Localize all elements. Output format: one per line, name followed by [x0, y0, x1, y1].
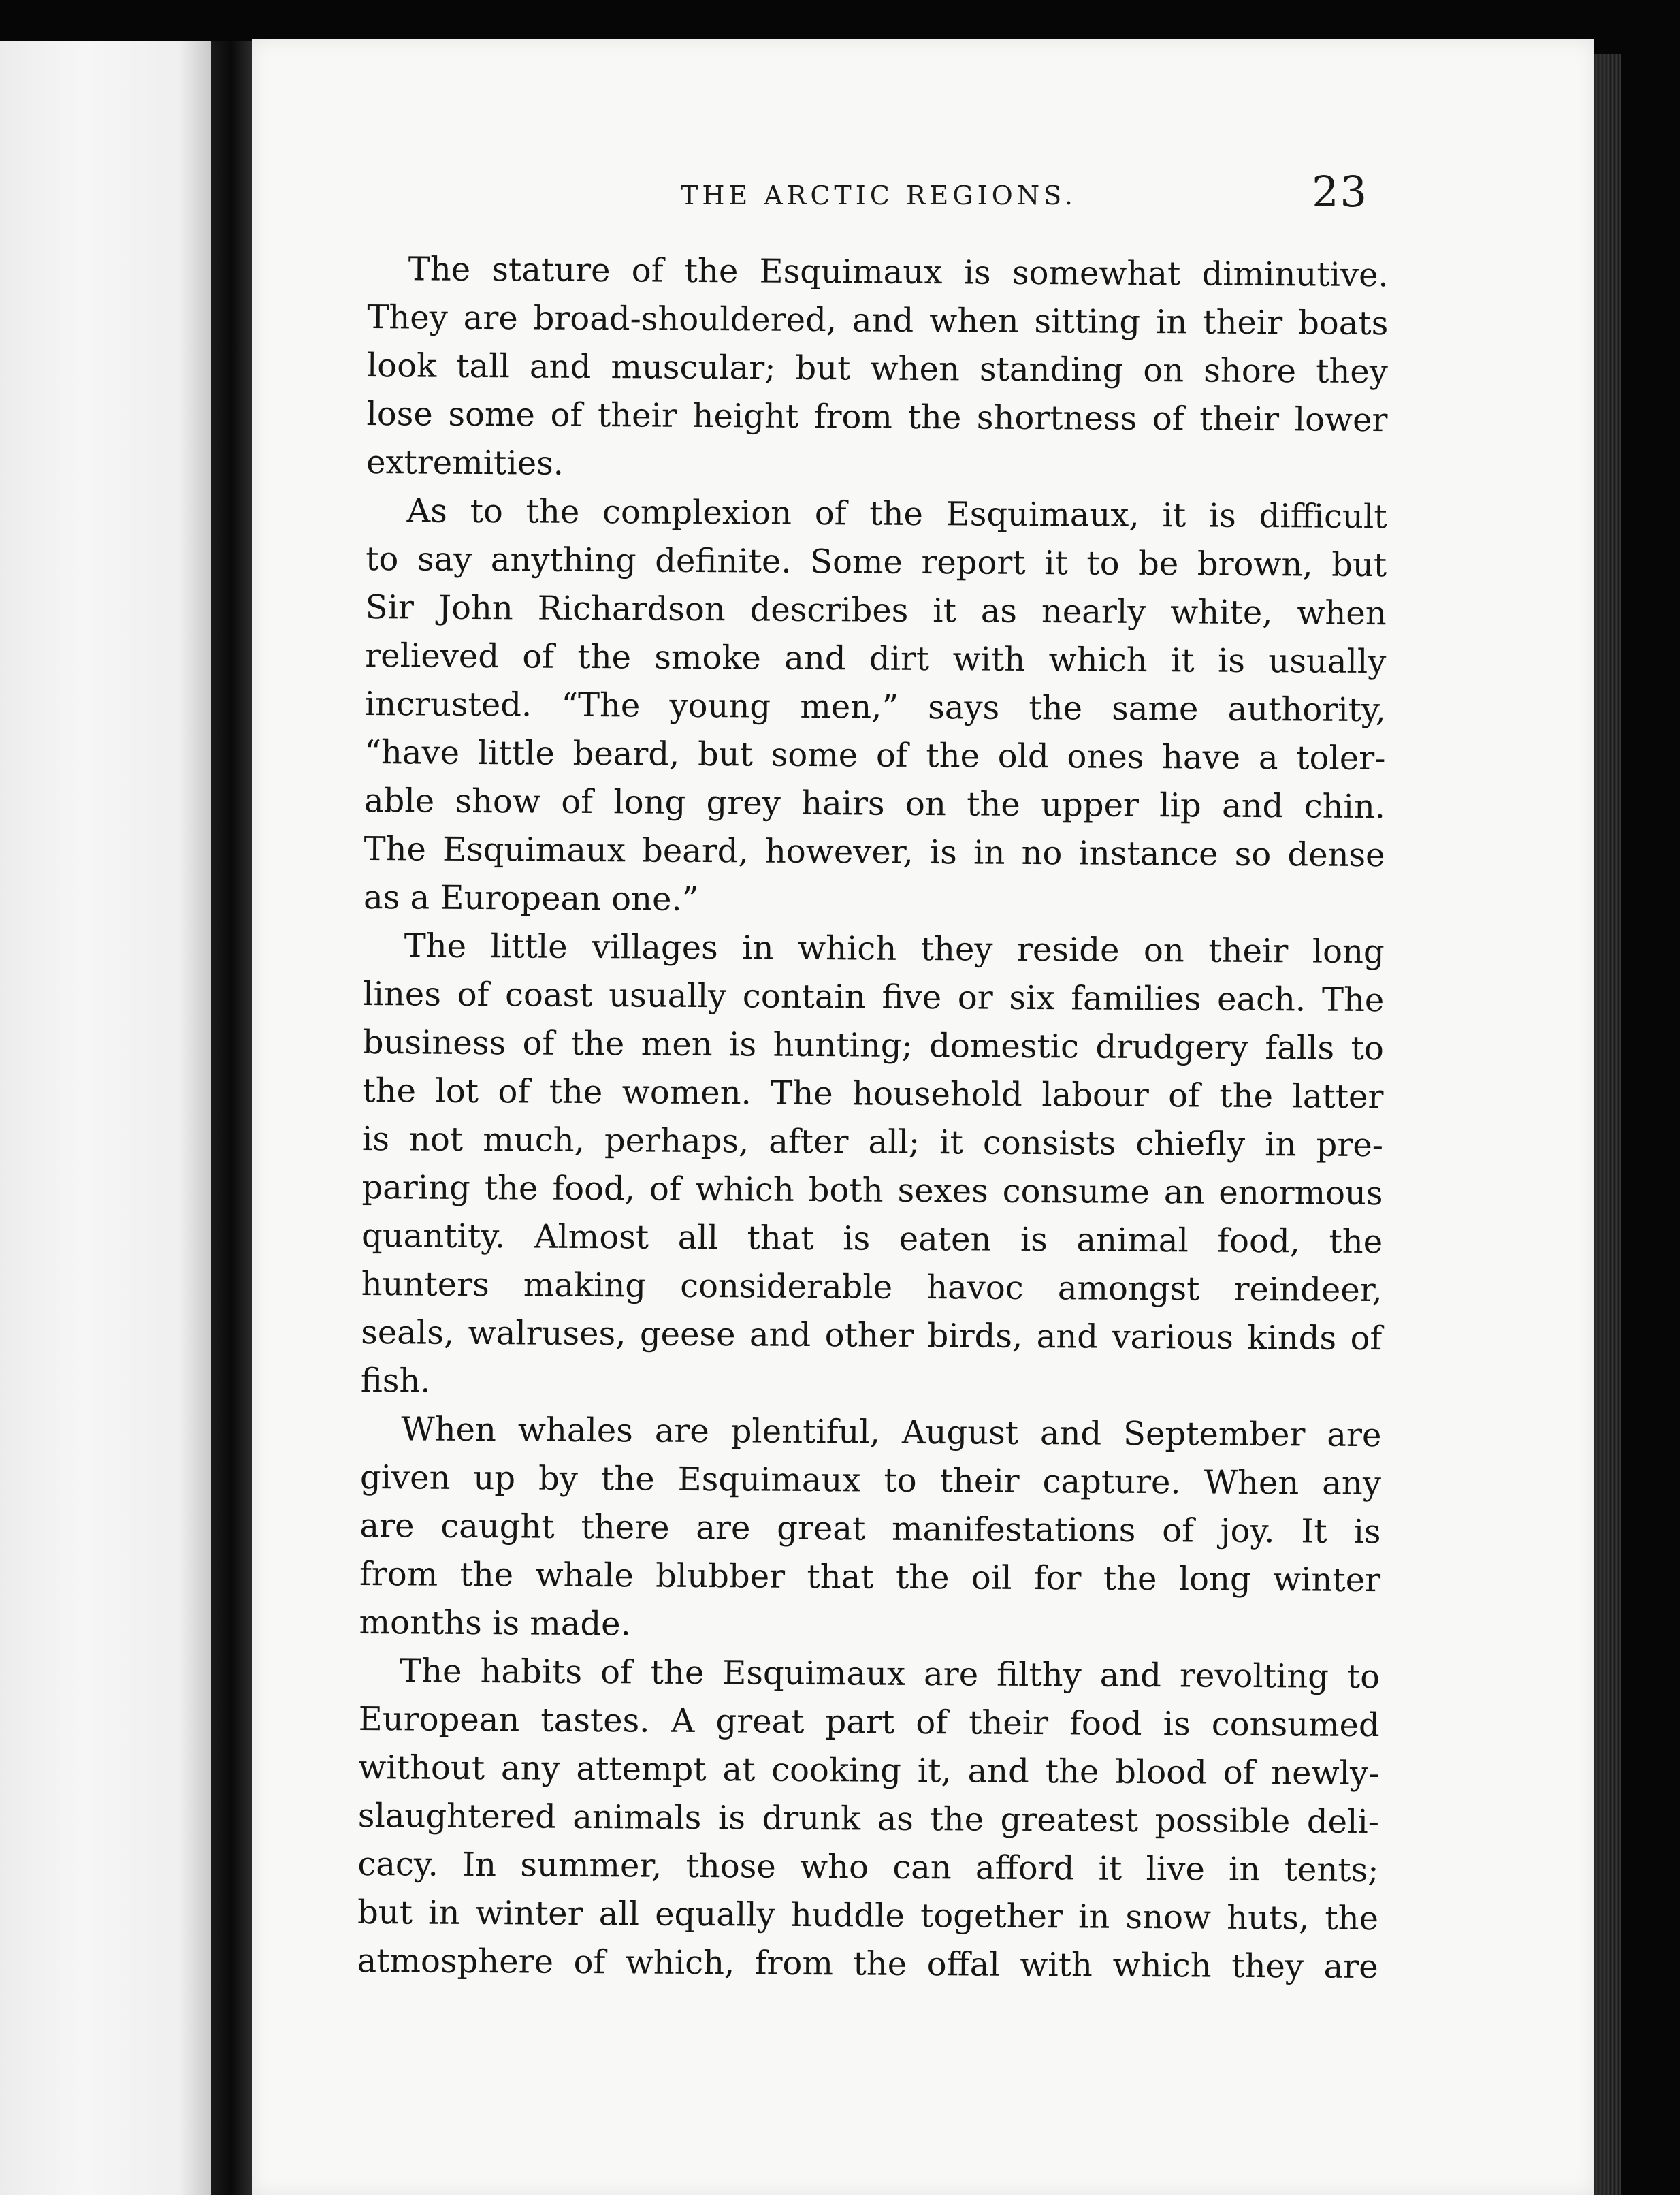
text-line: but in winter all equally huddle together in snow huts, the — [357, 1893, 1379, 1938]
text-line: paring the food, of which both sexes consume an enormous — [361, 1168, 1383, 1213]
text-line: The habits of the Esquimaux are filthy and revolting to — [400, 1652, 1380, 1697]
book-gutter — [211, 41, 252, 2195]
text-line: When whales are plentiful, August and September are — [401, 1410, 1382, 1455]
text-line: to say anything definite. Some report it to be brown, but — [366, 539, 1387, 585]
text-line: “have little beard, but some of the old ones have a toler- — [364, 733, 1386, 778]
text-line: fish. — [360, 1361, 431, 1400]
text-line: without any attempt at cooking it, and the blood of newly- — [358, 1748, 1380, 1793]
page-number: 23 — [1312, 167, 1368, 217]
text-line: hunters making considerable havoc amongst reindeer, — [361, 1264, 1383, 1310]
text-line: quantity. Almost all that is eaten is animal food, the — [361, 1216, 1383, 1262]
text-line: As to the complexion of the Esquimaux, it is difficult — [406, 492, 1387, 536]
text-line: extremities. — [366, 443, 564, 483]
body-text — [357, 245, 1389, 1991]
text-line: The little villages in which they reside on their long — [404, 927, 1385, 972]
text-line: from the whale blubber that the oil for the long winter — [359, 1554, 1381, 1600]
text-line: given up by the Esquimaux to their capture. When any — [359, 1458, 1382, 1503]
text-line: is not much, perhaps, after all; it consists chiefly in pre- — [361, 1119, 1384, 1165]
running-title: THE ARCTIC REGIONS. — [681, 180, 1077, 210]
text-line: months is made. — [359, 1603, 631, 1644]
running-head — [381, 167, 1368, 228]
text-line: The Esquimaux beard, however, is in no instance so dense — [364, 829, 1385, 875]
text-line: The stature of the Esquimaux is somewhat diminutive. — [408, 250, 1389, 295]
text-line: slaughtered animals is drunk as the greatest possible deli- — [357, 1796, 1380, 1842]
text-line: able show of long grey hairs on the upper lip and chin. — [364, 781, 1386, 827]
text-line: business of the men is hunting; domestic drudgery falls to — [362, 1023, 1384, 1068]
text-line: seals, walruses, geese and other birds, and various kinds of — [361, 1313, 1383, 1358]
text-line: relieved of the smoke and dirt with which it is usually — [365, 636, 1387, 682]
text-line: Sir John Richardson describes it as nearly white, when — [365, 588, 1387, 633]
text-line: cacy. In summer, those who can afford it live in tents; — [357, 1844, 1379, 1890]
page-stack-edge — [1594, 54, 1621, 2195]
text-line: look tall and muscular; but when standing on shore they — [366, 346, 1389, 391]
text-line: lines of coast usually contain five or six families each. The — [363, 974, 1385, 1020]
text-line: as a European one.” — [363, 878, 699, 918]
text-line: They are broad-shouldered, and when sitting in their boats — [367, 298, 1389, 343]
text-line: incrusted. “The young men,” says the same authority, — [364, 684, 1387, 730]
text-line: European tastes. A great part of their food is consumed — [358, 1699, 1380, 1745]
text-line: the lot of the women. The household labour of the latter — [362, 1071, 1384, 1117]
text-line: atmosphere of which, from the offal with which they are — [357, 1941, 1378, 1987]
left-page-edge — [0, 41, 211, 2195]
text-line: lose some of their height from the shortness of their lower — [366, 394, 1388, 440]
text-line: are caught there are great manifestations of joy. It is — [359, 1506, 1381, 1552]
